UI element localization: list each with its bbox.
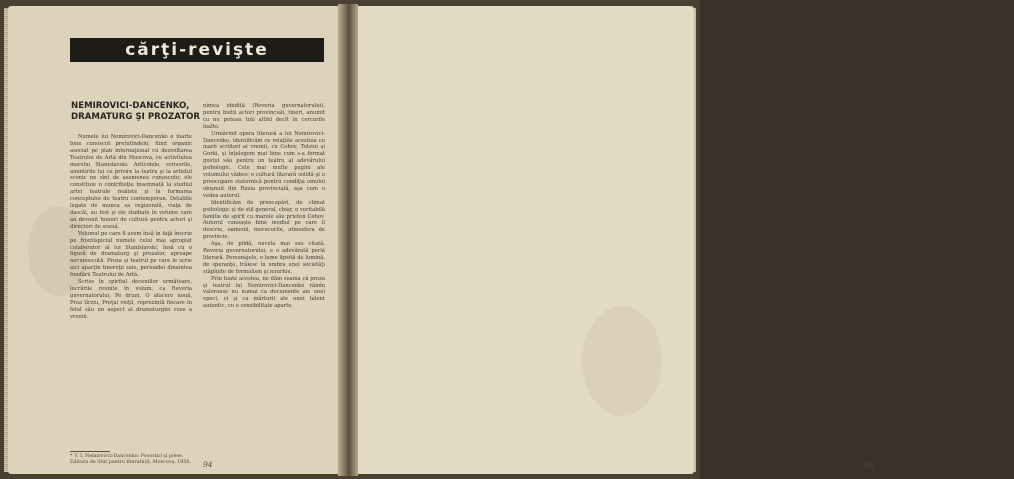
paragraph: Pe scenariul cunoscut, autorul urmăreşte conflicte care par mărunte, dar care ascund drame profunde. Actorii cu care a lucrat au găsit în textele sale materialul viu necesar unor creaţii durabile, iar regizorii au putut pune în lumină calităţile lor scenice. xyxy=(722,61,853,103)
left-column-1 xyxy=(70,134,192,448)
article-title: NEMIROVICI-DANCENKO, DRAMATURG ŞI PROZATOR xyxy=(71,101,201,122)
paragraph: Identificăm de preocupări, de climat psihologic şi de stil general, chiar, o veritabilă familie de spirit cu marele său prieten Cehov. Autorul cunoaşte bine mediul pe care îl descrie, oamenii, moravurile, atmosfera de provincie. xyxy=(203,199,325,241)
paragraph: nu dialoguri prea lungite, obiective şi surprinse pe loc, care surprind timpul însuşi. Eroii lui, oameni de înaltă culegere, sînt puşi în situaţii care îi obligă să-şi dezvăluie firea, gîndurile, aspiraţiile. xyxy=(722,27,853,61)
paragraph: Pentru Nemirovici-Dancenko, problema şi conflictul dramatic se nasc din adevărul vieţii, din împrejurări pe care publicul le recunoaşte uşor. Dialogul, sobru şi firesc, are o funcţie dramatică precisă, iar personajele se definesc prin acţiunile lor. xyxy=(722,102,853,144)
paragraph: Urmărind opera literară a lui Nemirovici-Dancenko, identificăm ce relaţiile acestuia cu marii scriitori ai vremii, cu Cehov, Tolstoi şi Gorki, şi înţelegem mai bine cum s-a format gustul său pentru un teatru al adevărului psihologic. Cele mai multe pagini ale volumului vădesc o cultură literară solidă şi o preocupare statornică pentru condiţia omului obişnuit din Rusia provincială, aşa cum o vedea autorul. xyxy=(203,130,325,199)
right-column-2 xyxy=(864,27,1014,447)
paragraph: nimea obidită (Reveria guvernatorului), pentru bietii actori provinciali, tineri, anumit cu nu puteau trăi altfel decît în cercurile înalte. xyxy=(203,103,325,130)
paragraph: Puterea de sugestie a situaţiilor creat de dramaturg este aici remarcabilă. El izbuteşte să înfăţişeze cu multă forţă conflictele morale, zbuciumul interior al oamenilor puşi în faţa unor alegeri grele. xyxy=(722,144,853,179)
footnote-marker: * xyxy=(70,454,73,459)
paragraph: Pînă de a sfîrşi, volumul acesta ne ajută să cunoaştem mai bine una dintre figurile proeminente ale teatrului rus şi universal, ale cărei preocupări literare au precedat şi au pregătit marea sa activitate regizorală. xyxy=(864,130,1014,165)
page-number-right: 95 xyxy=(864,461,874,470)
footnote-text: V. I. Nemirovici-Dancenko: Povestiri şi piese. Editura de Stat pentru literatură, Moscova, 1958. xyxy=(70,454,191,465)
paragraph: Deşi în Reveria guvernatorului accentul cade pe caracterizarea socială, autorul nu neglijează nici nuanţele psihologice, nici detaliile de atmosferă care dau viaţă întregii acţiuni. xyxy=(864,40,1014,68)
paper-stain xyxy=(582,306,662,416)
page-number-left: 94 xyxy=(203,460,213,469)
paragraph: Aşa, de pildă, nuvela mai sus citată, Reveria guvernatorului, e o adevărată perlă literară. Personajele, o lume lipsită de lumină, de speranţe, trăiesc în umbra unei societăţi stăpînite de formalism şi ierarhie. xyxy=(203,241,325,275)
section-header: cărţi-revişte xyxy=(70,38,324,62)
book-gutter xyxy=(338,4,358,476)
paragraph: dincolo de scenă este tensiunea unei lumi care, a majorităţii lor, apare mai puţin izbitoare. xyxy=(864,27,1014,40)
left-column-2 xyxy=(203,103,325,451)
footnote xyxy=(70,454,192,466)
right-column-1 xyxy=(722,27,853,449)
paragraph: Personajul central al piesei O afacere nouă este un om întreprinzător, lipsit de scrupule, tipic pentru o categorie socială aflată atunci în plină ascensiune. Dramaturgul îl priveşte cu ironie, dar fără caricatură. xyxy=(864,68,1014,96)
paragraph: Reluînd momentele importante şi semnificative ale piesei, constatăm că fiecare scenă contribuie la conturarea caracterelor şi la creşterea tensiunii dramatice, pînă la deznodămîntul pe care spectatorul îl aşteaptă şi care totuşi îl surprinde. xyxy=(722,178,853,220)
left-page xyxy=(8,6,344,474)
paragraph: Prin toate acestea, ne dăm seama că proza şi teatrul lui Nemirovici-Dancenko rămîn valoroase nu numai ca documente ale unei epoci, ci şi ca mărturii ale unui talent autentic, cu o sensibilitate aparte. xyxy=(203,275,325,310)
right-page xyxy=(352,6,1014,474)
paragraph: Numele lui Nemirovici-Dancenko e foarte bine cunoscut pretutindeni, fiind organic asociat pe plan internaţional cu dezvoltarea Teatrului de Artă din Moscova, cu activitatea marelui Stanislavski. Articolele, scrisorile, amintirile lui cu privire la teatru şi la artistul scenic ne sînt de asemenea cunoscute; ele constituie o contribuţie însemnată la studiul artei teatrale realiste şi la formarea conceptului de teatru contemporan. Detaliile legate de munca sa regizorală, viaţa de dascăl, au fost şi ele studiate în volume care au devenit bunuri de cultură pentru actori şi directori de scenă. xyxy=(70,134,192,230)
paragraph: Preţul vieţii, piesa cea mai cunoscută a autorului, a fost distinsă la vremea ei cu premiul Griboedov, pe care Nemirovici-Dancenko l-a cedat însă lui Cehov, pentru Pescăruşul. Gestul spune mult despre omul şi artistul care a fost. xyxy=(864,96,1014,130)
paragraph: Volumul pe care îl avem însă în faţă înscrie pe frontispiciul numele celui mai apropiat colaborator al lui Stanislavski, însă cu o figură de dramaturg şi prozator, aproape necunoscută. Proza şi teatrul pe care le scrie aici aparţin tinereţii sale, perioadei dinaintea fondării Teatrului de Artă. xyxy=(70,230,192,279)
paragraph: Scrise în spiritul deceniilor următoare, lucrările reunite în volum, ca Reveria guvernatorului, Pe drum, O afacere nouă, Prea tîrziu, Preţul vieţii, reprezintă fiecare în felul său un aspect al dramaturgiei ruse a vremii. xyxy=(70,279,192,320)
footnote-rule xyxy=(70,451,110,452)
